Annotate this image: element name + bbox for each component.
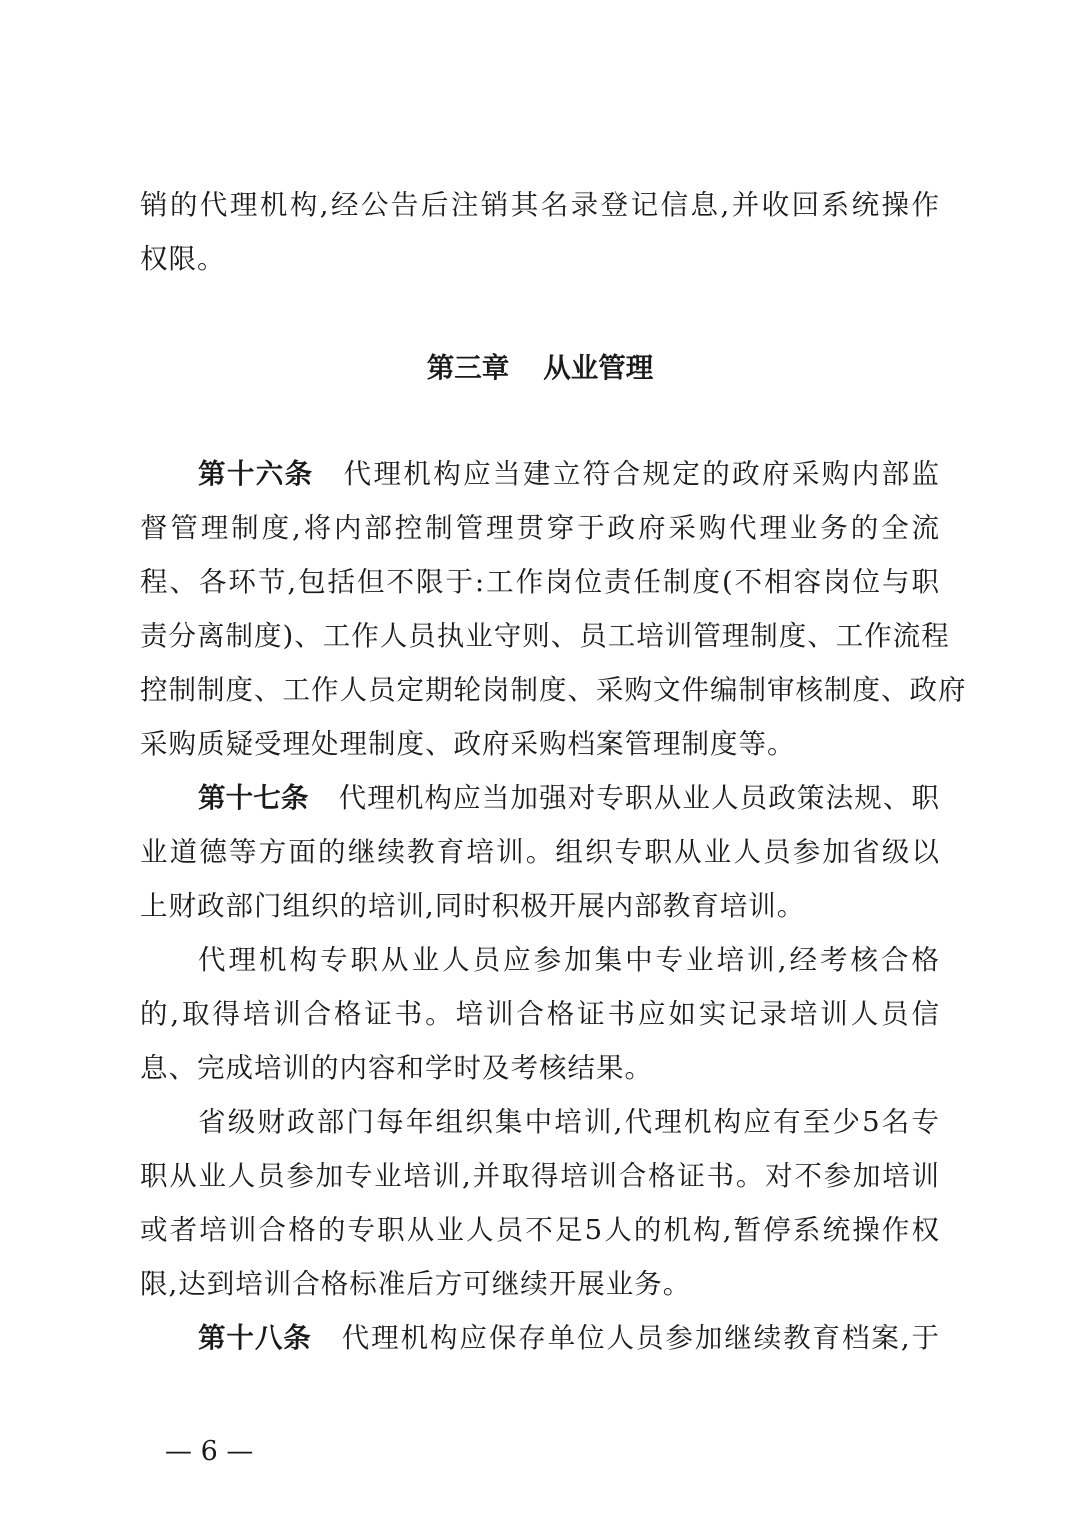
chapter-heading [0, 346, 1080, 390]
article-label: 第十八条 [198, 1322, 312, 1354]
text-line: 督管理制度,将内部控制管理贯穿于政府采购代理业务的全流 [140, 512, 940, 544]
text-line: 销的代理机构,经公告后注销其名录登记信息,并收回系统操作 [140, 189, 940, 221]
text-line: 控制制度、工作人员定期轮岗制度、采购文件编制审核制度、政府 [140, 674, 967, 706]
text-line: 代理机构专职从业人员应参加集中专业培训,经考核合格 [198, 944, 940, 976]
text-line: 职从业人员参加专业培训,并取得培训合格证书。对不参加培训 [140, 1160, 940, 1192]
article-18-first-line [198, 1316, 940, 1360]
chapter-number: 第三章 [426, 352, 510, 384]
article-text: 代理机构应当加强对专职从业人员政策法规、职 [338, 782, 941, 814]
text-line: 上财政部门组织的培训,同时积极开展内部教育培训。 [140, 890, 806, 922]
text-line: 采购质疑受理处理制度、政府采购档案管理制度等。 [140, 728, 796, 760]
text-line: 业道德等方面的继续教育培训。组织专职从业人员参加省级以 [140, 836, 940, 868]
page-number: — 6 — [165, 1436, 254, 1467]
article-16-first-line [198, 452, 940, 496]
article-17-first-line [198, 776, 940, 820]
article-label: 第十六条 [198, 458, 314, 490]
text-line: 省级财政部门每年组织集中培训,代理机构应有至少5名专 [198, 1106, 940, 1138]
text-line: 息、完成培训的内容和学时及考核结果。 [140, 1052, 653, 1084]
chapter-title: 从业管理 [543, 352, 654, 384]
text-line: 权限。 [140, 243, 226, 275]
article-text: 代理机构应当建立符合规定的政府采购内部监 [343, 458, 941, 490]
article-label: 第十七条 [198, 782, 309, 814]
text-line: 或者培训合格的专职从业人员不足5人的机构,暂停系统操作权 [140, 1214, 940, 1246]
text-line: 程、各环节,包括但不限于:工作岗位责任制度(不相容岗位与职 [140, 566, 940, 598]
text-line: 限,达到培训合格标准后方可继续开展业务。 [140, 1268, 692, 1300]
text-line: 责分离制度)、工作人员执业守则、员工培训管理制度、工作流程 [140, 620, 950, 652]
article-text: 代理机构应保存单位人员参加继续教育档案,于 [341, 1322, 941, 1354]
text-line: 的,取得培训合格证书。培训合格证书应如实记录培训人员信 [140, 998, 940, 1030]
